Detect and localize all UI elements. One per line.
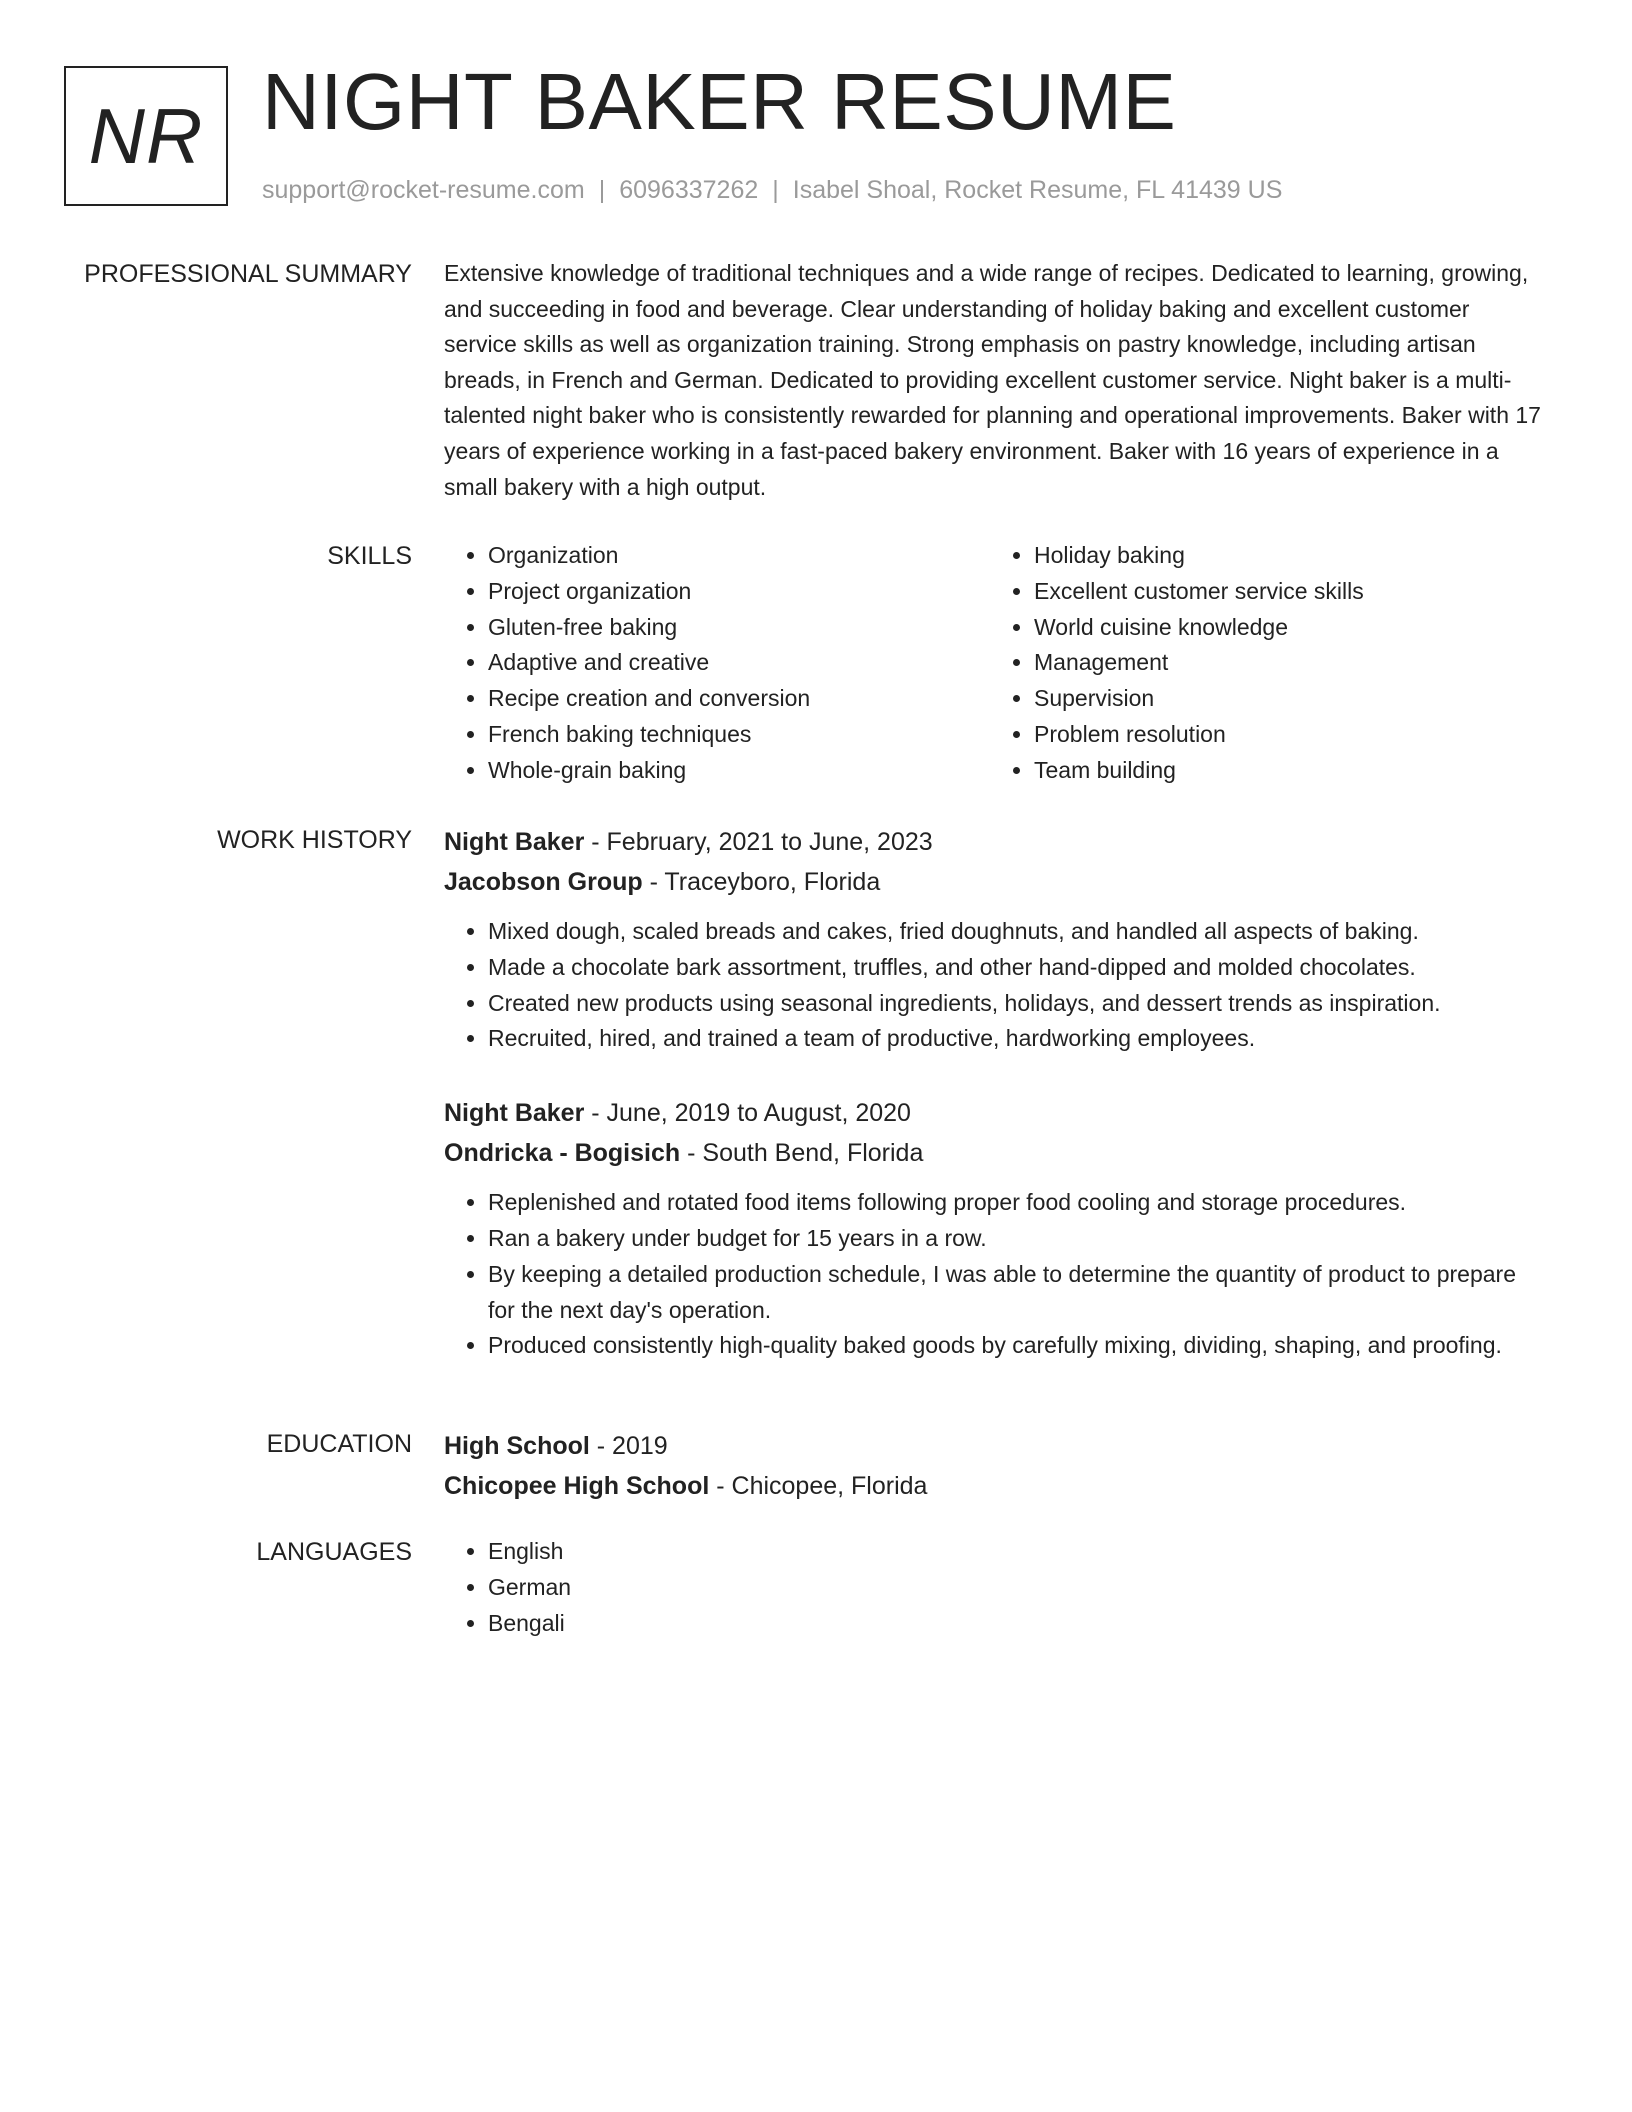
skill-item: • Team building — [1034, 753, 1536, 789]
job-role: Night Baker — [444, 1099, 585, 1128]
job-duty: • Mixed dough, scaled breads and cakes, fried doughnuts, and handled all aspects of baking. — [488, 914, 1548, 950]
languages-heading: LANGUAGES — [256, 1538, 412, 1566]
job-duties-list — [444, 1185, 1548, 1364]
job-duty: • Created new products using seasonal ingredients, holidays, and dessert trends as inspiration. — [488, 986, 1548, 1022]
job-duty: • Produced consistently high-quality baked goods by carefully mixing, dividing, shaping, and proofing. — [488, 1328, 1548, 1364]
contact-email: support@rocket-resume.com — [262, 176, 585, 204]
skill-item: • Organization — [488, 538, 990, 574]
resume-title: NIGHT BAKER RESUME — [262, 57, 1177, 146]
contact-phone: 6096337262 — [619, 176, 759, 204]
skill-item: • World cuisine knowledge — [1034, 610, 1536, 646]
job-role: Night Baker — [444, 828, 585, 856]
job-location: - South Bend, Florida — [680, 1139, 924, 1168]
work-history-heading: WORK HISTORY — [217, 826, 412, 854]
education-degree-line — [444, 1426, 1548, 1466]
skill-item: • Adaptive and creative — [488, 645, 990, 681]
job-dates: - June, 2019 to August, 2020 — [584, 1099, 911, 1128]
skill-item: • Problem resolution — [1034, 717, 1536, 753]
education-year: - 2019 — [589, 1432, 668, 1460]
job-title-line — [444, 822, 1548, 862]
skill-item: • Management — [1034, 645, 1536, 681]
job-location: - Traceyboro, Florida — [642, 868, 881, 896]
skill-item: • Holiday baking — [1034, 538, 1536, 574]
job-company: Jacobson Group — [444, 868, 643, 896]
skill-item: • Recipe creation and conversion — [488, 681, 990, 717]
monogram-logo — [64, 66, 228, 206]
education-location: - Chicopee, Florida — [709, 1472, 928, 1500]
skill-item: • Project organization — [488, 574, 990, 610]
job-duty: • Replenished and rotated food items following proper food cooling and storage procedures. — [488, 1185, 1548, 1221]
contact-separator: | — [598, 176, 606, 204]
education-school-line — [444, 1466, 1548, 1506]
language-item: • Bengali — [488, 1606, 1548, 1642]
job-company-line — [444, 1133, 1548, 1173]
skill-item: • French baking techniques — [488, 717, 990, 753]
summary-text: Extensive knowledge of traditional techniques and a wide range of recipes. Dedicated to learning, growing, and succeeding in food and beverage. Clear understanding of holiday baking and excellent customer service skills as well as organization training. Strong emphasis on pastry knowledge, including artisan breads, in French and German. Dedicated to providing excellent customer service. Night baker is a multi-talented night baker who is consistently rewarded for planning and operational improvements. Baker with 17 years of experience working in a fast-paced bakery environment. Baker with 16 years of experience in a small bakery with a high output. — [444, 260, 1541, 500]
monogram-text: NR — [88, 91, 204, 180]
education-heading: EDUCATION — [266, 1430, 412, 1458]
languages-list — [444, 1534, 1548, 1641]
job-duty: • Made a chocolate bark assortment, truffles, and other hand-dipped and molded chocolates. — [488, 950, 1548, 986]
contact-address: Isabel Shoal, Rocket Resume, FL 41439 US — [792, 176, 1283, 204]
job-company: Ondricka - Bogisich — [444, 1139, 681, 1168]
job-entry — [444, 822, 1548, 1057]
job-company-line — [444, 862, 1548, 902]
language-item: • English — [488, 1534, 1548, 1570]
skill-item: • Excellent customer service skills — [1034, 574, 1536, 610]
skill-item: • Gluten-free baking — [488, 610, 990, 646]
job-title-line — [444, 1093, 1548, 1133]
job-dates: - February, 2021 to June, 2023 — [584, 828, 933, 856]
skill-item: • Whole-grain baking — [488, 753, 990, 789]
job-duty: • By keeping a detailed production schedule, I was able to determine the quantity of product to prepare for the next day's operation. — [488, 1257, 1548, 1329]
education-degree: High School — [444, 1432, 590, 1460]
skills-list-left — [444, 538, 990, 789]
education-school: Chicopee High School — [444, 1472, 710, 1500]
contact-line — [262, 172, 1282, 208]
job-duty: • Ran a bakery under budget for 15 years in a row. — [488, 1221, 1548, 1257]
skills-heading: SKILLS — [327, 542, 412, 570]
job-duty: • Recruited, hired, and trained a team of productive, hardworking employees. — [488, 1021, 1548, 1057]
language-item: • German — [488, 1570, 1548, 1606]
job-duties-list — [444, 914, 1548, 1057]
skills-list-right — [990, 538, 1536, 789]
skill-item: • Supervision — [1034, 681, 1536, 717]
contact-separator: | — [772, 176, 779, 204]
job-entry — [444, 1093, 1548, 1364]
summary-heading: PROFESSIONAL SUMMARY — [84, 260, 412, 288]
